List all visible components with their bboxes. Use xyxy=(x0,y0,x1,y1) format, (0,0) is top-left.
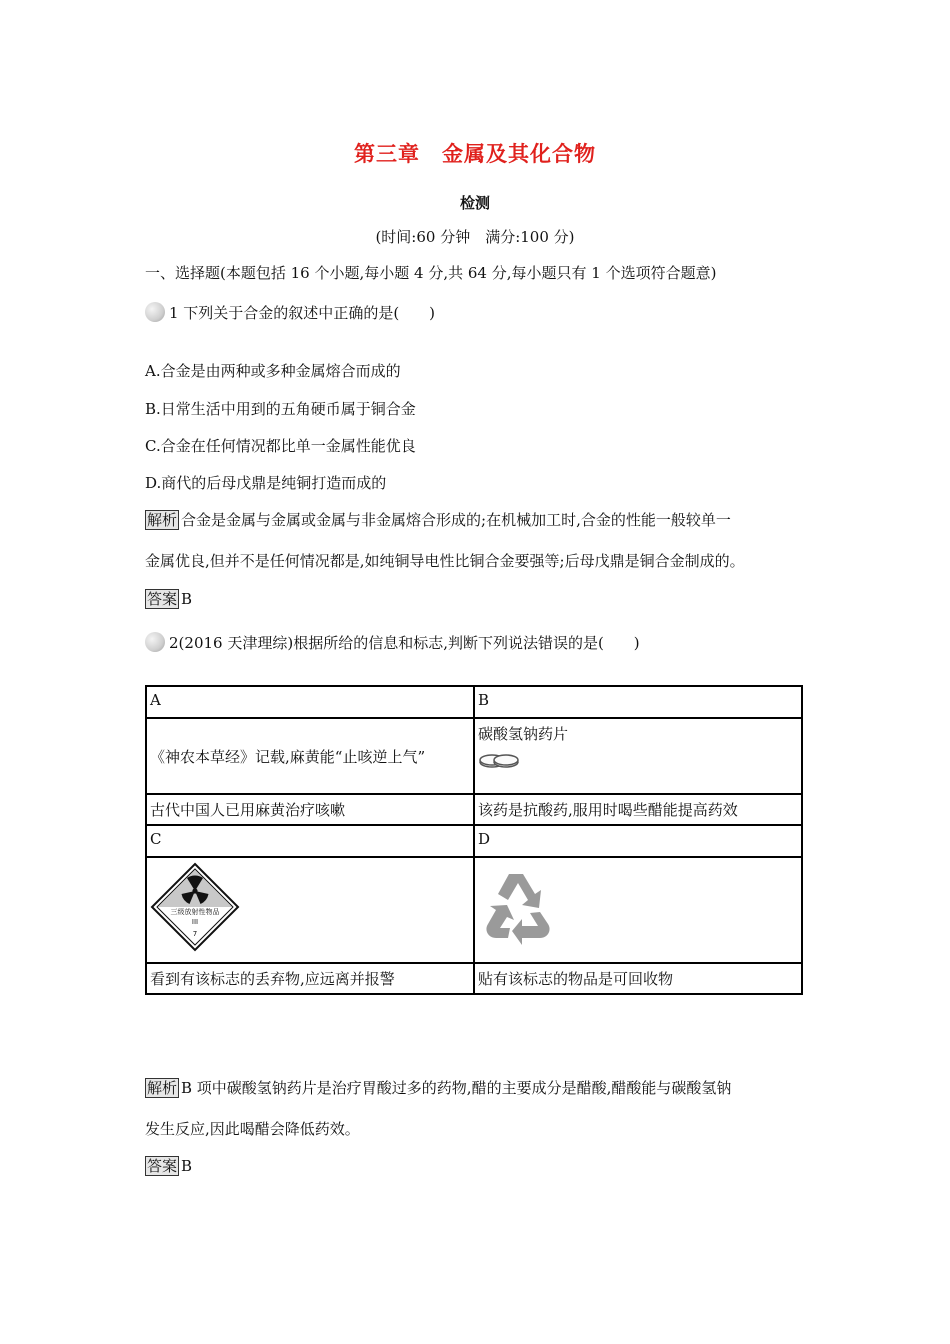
answer-tag: 答案 xyxy=(147,1157,178,1175)
sign-roman: III xyxy=(191,918,199,926)
analysis-tag: 解析 xyxy=(147,1079,178,1097)
q2-analysis xyxy=(145,1077,731,1098)
question-2-stem: 2(2016 天津理综)根据所给的信息和标志,判断下列说法错误的是( ) xyxy=(169,634,640,652)
analysis-tag: 解析 xyxy=(147,511,178,529)
question-2-table xyxy=(145,685,803,995)
tablet-pills-icon xyxy=(478,750,520,770)
cell-b-statement: 该药是抗酸药,服用时喝些醋能提高药效 xyxy=(474,794,802,825)
question-bullet-icon xyxy=(145,302,165,322)
cell-c-statement: 看到有该标志的丢弃物,应远离并报警 xyxy=(146,963,474,994)
cell-b-info-text: 碳酸氢钠药片 xyxy=(478,725,569,743)
q1-option-a: A.合金是由两种或多种金属熔合而成的 xyxy=(145,362,401,380)
sign-class-number: 7 xyxy=(192,930,198,938)
cell-c-sign xyxy=(146,857,474,963)
cell-b-label: B xyxy=(474,686,802,718)
q1-answer xyxy=(145,589,192,609)
cell-d-sign xyxy=(474,857,802,963)
cell-d-statement: 贴有该标志的物品是可回收物 xyxy=(474,963,802,994)
cell-a-info: 《神农本草经》记载,麻黄能“止咳逆上气” xyxy=(146,718,474,794)
q2-answer xyxy=(145,1156,192,1176)
cell-d-label: D xyxy=(474,825,802,857)
exam-meta: (时间:60 分钟 满分:100 分) xyxy=(375,228,575,246)
q1-analysis-line2: 金属优良,但并不是任何情况都是,如纯铜导电性比铜合金要强等;后母戊鼎是铜合金制成的。 xyxy=(145,552,745,570)
question-1-stem: 1 下列关于合金的叙述中正确的是( ) xyxy=(169,304,436,322)
q1-option-b: B.日常生活中用到的五角硬币属于铜合金 xyxy=(145,400,416,418)
sign-caption: 三级放射性物品 xyxy=(170,908,220,916)
question-bullet-icon xyxy=(145,632,165,652)
q1-option-c: C.合金在任何情况都比单一金属性能优良 xyxy=(145,437,416,455)
question-1 xyxy=(145,302,435,324)
q1-analysis-line1: 合金是金属与金属或金属与非金属熔合形成的;在机械加工时,合金的性能一般较单一 xyxy=(181,511,731,529)
page-subtitle: 检测 xyxy=(459,194,490,212)
recycle-icon xyxy=(478,868,564,948)
q2-answer-value: B xyxy=(181,1157,193,1175)
q2-analysis-line1: B 项中碳酸氢钠药片是治疗胃酸过多的药物,醋的主要成分是醋酸,醋酸能与碳酸氢钠 xyxy=(181,1079,732,1097)
q2-analysis-line2: 发生反应,因此喝醋会降低药效。 xyxy=(145,1120,360,1138)
question-2 xyxy=(145,632,640,654)
answer-tag: 答案 xyxy=(147,590,178,608)
q1-analysis xyxy=(145,509,731,530)
cell-b-info xyxy=(474,718,802,794)
radioactive-hazard-sign-icon xyxy=(150,862,240,952)
section-heading: 一、选择题(本题包括 16 个小题,每小题 4 分,共 64 分,每小题只有 1 个选项符合题意) xyxy=(145,264,717,282)
q1-option-d: D.商代的后母戊鼎是纯铜打造而成的 xyxy=(145,474,387,492)
chapter-title: 第三章 金属及其化合物 xyxy=(354,142,596,166)
cell-a-statement: 古代中国人已用麻黄治疗咳嗽 xyxy=(146,794,474,825)
cell-c-label: C xyxy=(146,825,474,857)
q1-answer-value: B xyxy=(181,590,193,608)
cell-a-label: A xyxy=(146,686,474,718)
